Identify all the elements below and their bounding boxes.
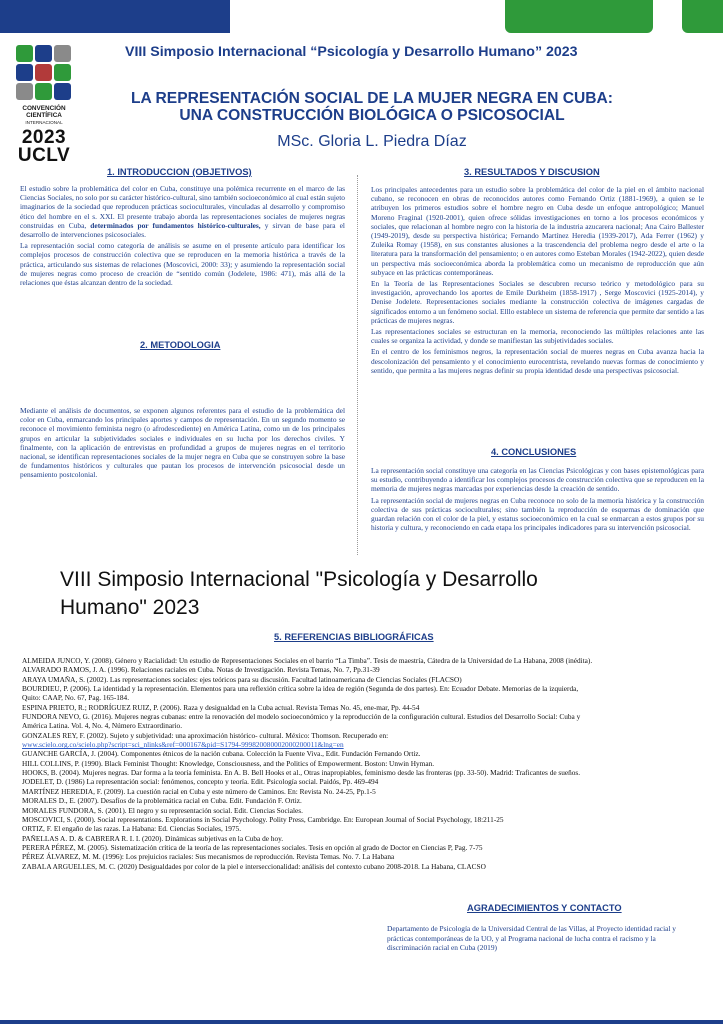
reference-item: MOSCOVICI, S. (2000). Social representations. Explorations in Social Psychology. Polity Press, Cambridge. En: European Journal of Social Psychology, 18:211-25 [22,814,504,824]
convention-logo [14,45,74,165]
references-list [22,656,706,871]
conclusions-heading: 4. CONCLUSIONES [491,447,577,457]
references-heading: 5. REFERENCIAS BIBLIOGRÁFICAS [274,632,434,642]
results-paragraph-2: En la Teoría de las Representaciones Sociales se descubren recurso teórico y metodológico para su investigación, aprovechando los aportes de Emile Durkheim (1858-1917) , Serge Moscovici (1925-2014), y Denise Jodelete. Representaciones sociales mediante la construcción colectiva de imágenes cargadas de significados entorno a un fenómeno social. Elllo establece un sistema de referencia que permite dar sentido a las prácticas de mujeres negras. [371,279,704,325]
method-body: Mediante el análisis de documentos, se exponen algunos referentes para el estudio de la problemática del color en Cuba, enmarcando los principales aportes y campos de representación. En un segundo momento se reconoce el movimiento feminista negro (o afrodescediente) en América Latina, como un de los principales grupos en articular la subjetividades sociales e individuales en su lucha por los derechos civiles. Y finalmente, con la aplicación de entrevistas en profundidad a grupos de mujeres negras en el territorio nacional, se identifican representaciones sociales de la mujer negra en Cuba que se construyen sobre la base de fundamentos históricos y culturales que pautan los procesos de intervención psicosocial desde un pensamiento postcolonial. [20,406,345,480]
reference-item: GUANCHE GARCÍA, J. (2004). Componentes étnicos de la nación cubana. Colección la Fuente Viva., Edit. Fundación Fernando Ortiz. [22,749,421,759]
reference-item: JODELET, D. (1986) La representación social: fenómenos, concepto y teoría. Edit. Psicología social. Paidós, Pp. 469-494 [22,777,379,787]
symposium-header: VIII Simposio Internacional “Psicología y Desarrollo Humano” 2023 [125,44,578,60]
logo-org: UCLV [17,145,71,166]
acknowledgements-text: Departamento de Psicología de la Universidad Central de las Villas, al Proyecto identidad racial y prácticas contemporáneas de la UO, y al Programa nacional de lucha contra el racismo y la discriminación racial en Cuba (2019) [387,924,677,953]
logo-line3: INTERNACIONAL [25,120,63,125]
top-green-bar-right [682,0,723,33]
intro-body: El estudio sobre la problemática del color en Cuba, constituye una polémica recurrente en el marco de las Ciencias Sociales, no solo por su carácter histórico-cultural, sino también socioeconómico al cual están sujeto imaginarios de la sociedad que reproducen prácticas socioculturales, vinculadas al desarrollo y compromiso ético del hombre en el s. XXI. El presente trabajo aborda las representaciones sociales de mujeres negras construidas en Cuba, determinados por fundamentos histórico-culturales, y sirvan de base para el desarrollo de intervenciones psicosociales. La representación social como categoría de análisis se asume en el presente artículo para identificar los complejos procesos de construcción colectiva que se reproducen en la memoria histórica a través de la práctica, articulando sus sistemas de relaciones (Moscovici, 2000: 33); y asumiendo la representación social de mujeres negras como proceso de creación de “sentido común (Jodelete, 1986: 471), más allá de la relaciones que éstas alcanzan dentro de la sociedad. [20,184,345,288]
reference-item: PÉREZ ÁLVAREZ, M. M. (1996): Los prejuicios raciales: Sus mecanismos de reproducción. Revista Temas. No. 7. La Habana [22,852,395,862]
top-green-bar [505,0,653,33]
reference-item: América Latina. Vol. 4, No. 4, Número Extraordinario. [22,721,183,731]
reference-item: ORTIZ, F. El engaño de las razas. La Habana: Ed. Ciencias Sociales, 1975. [22,824,242,834]
acknowledgements-heading: AGRADECIMIENTOS Y CONTACTO [467,903,622,913]
reference-item: ESPINA PRIETO, R.; RODRÍGUEZ RUIZ, P. (2006). Raza y desigualdad en la Cuba actual. Revista Temas No. 45, ene-mar, Pp. 44-54 [22,702,420,712]
title-line2: UNA CONSTRUCCIÓN BIOLÓGICA O PSICOSOCIAL [179,107,565,124]
poster-title [92,90,652,124]
results-paragraph-3: Las representaciones sociales se estructuran en la memoria, reconociendo las múltiples relaciones ante las cuales se organiza la actividad, y donde se manifiestan las subjetividades sociales. [371,327,704,346]
logo-cubes-icon [16,45,72,101]
reference-item: ZABALA ARGUELLES, M. C. (2020) Desigualdades por color de la piel e interseccionalidad: análisis del contexto cubano 2008-2018. La Habana, CLACSO [22,861,486,871]
reference-item: PERERA PÉREZ, M. (2005). Sistematización crítica de la teoría de las representaciones sociales. Tesis en opción al grado de Doctor en Ciencias P, Pag. 7-75 [22,842,483,852]
reference-item: ALVARADO RAMOS, J. A. (1996). Relaciones raciales en Cuba. Notas de Investigación. Revista Temas, No. 7, Pp.31-39 [22,665,380,675]
reference-item: FUNDORA NEVO, G. (2016). Mujeres negras cubanas: entre la renovación del modelo socioeconómico y la reproducción de la configuración cultural. Estudios del Desarrollo Social: Cuba y [22,712,581,722]
reference-item: HILL COLLINS, P. (1990). Black Feminist Thought: Knowledge, Consciousness, and the Politics of Empowerment. Boston: Unwin Hyman. [22,758,435,768]
top-blue-bar [0,0,230,33]
logo-line1: CONVENCIÓN [22,105,66,112]
reference-item: MORALES FUNDORA, S. (2001). El negro y su representación social. Edit. Ciencias Sociales. [22,805,303,815]
reference-link[interactable]: www.scielo.org.co/scielo.php?script=sci_nlinks&ref=000167&pid=S1794-999820080002000200011&lng=en [22,740,344,750]
reference-item: BOURDIEU, P. (2006). La identidad y la representación. Elementos para una reflexión crítica sobre la idea de región (Segunda de dos partes). En: Ecuador Debate. Memorias de la izquierda, [22,684,579,694]
conclusions-body [371,466,704,534]
reference-item: MARTÍNEZ HEREDIA, F. (2009). La cuestión racial en Cuba y este número de Caminos. En: Revista No. 24-25, Pp.1-5 [22,786,376,796]
results-body [371,185,704,377]
symposium-large-text: VIII Simposio Internacional "Psicología y Desarrollo Humano" 2023 [60,568,538,619]
reference-item: MORALES D., E. (2007). Desafíos de la problemática racial en Cuba. Edit. Fundación F. Ortiz. [22,796,302,806]
logo-year: 2023 [21,127,67,148]
bottom-blue-bar [0,1020,723,1024]
reference-item: ARAYA UMAÑA, S. (2002). Las representaciones sociales: ejes teóricos para su discusión. Facultad latinoamericana de Ciencias Sociales (FLACSO) [22,674,462,684]
title-line1: LA REPRESENTACIÓN SOCIAL DE LA MUJER NEGRA EN CUBA: [131,90,613,107]
conclusions-paragraph-1: La representación social constituye una categoría en las Ciencias Psicológicas y con bases epistemológicas para su estudio, contribuyendo a identificar los complejos procesos de construcción colectiva que se reproducen en la memoria de mujeres negras marcadas por experiencias desde la creación de sentido. [371,466,704,494]
results-paragraph-4: En el centro de los feminismos negros, la representación social de mueres negras en Cuba avanza hacia la descolonización del pensamiento y el conocimiento eurocentrista, revelando nuevas formas de conocimiento y sentido, que permita a las mujeres negras definir su propia identidad desde una perspectivas psicosocial. [371,347,704,375]
reference-item: GONZALES REY, F. (2002). Sujeto y subjetividad: una aproximación histórico- cultural. México: Thomson. Recuperado en: [22,730,389,740]
reference-item: PAÑELLAS A. D. & CABRERA R. I. I. (2020). Dinámicas subjetivas en la Cuba de hoy. [22,833,284,843]
reference-item: HOOKS, B. (2004). Mujeres negras. Dar forma a la teoría feminista. En A. B. Bell Hooks et al., Otras inapropiables, feminismo desde las fronteras (pp. 33-50). Madrid: Traficantes de sueños. [22,768,581,778]
intro-heading: 1. INTRODUCCION (OBJETIVOS) [107,167,252,177]
column-divider [357,175,358,555]
logo-line2: CIENTÍFICA [26,112,62,119]
results-heading: 3. RESULTADOS Y DISCUSION [464,167,600,177]
results-paragraph-1: Los principales antecedentes para un estudio sobre la problemática del color de la piel en el ámbito nacional cubano, se reconocen en obras de reconocidos autores como Fernando Ortiz (1881-1969), a quien se le atribuyen los primeros estudios sobre el hombre negro en Cuba desde un enfoque antropológico; Manuel Moreno Fraginal (1920-2001), quien ofrece sólidas investigaciones en torno a los procesos económicos y sociales, que relacionan al hombre negro con la historia de la industria azucarera nacional; Ana Cairo Ballester (1949-2019), desde su perspectiva histórica; Fernando Martínez Heredia (1939-2017), Ada Ferrer (1962) y Zuleika Romay (1958), en sus constantes alusiones a la trascendencia del problema negro desde el arte o la literatura para la transformación del pensamiento; o en autores como Esteban Morales (1942-2022), quien desde un perspectiva más socioeconómica aborda la problemática como un mecanismo de reproducción que aún subyace en las prácticas contemporáneas. [371,185,704,277]
intro-paragraph-2: La representación social como categoría de análisis se asume en el presente artículo para identificar los complejos procesos de construcción colectiva que se reproducen en la memoria histórica a través de la práctica, articulando sus sistemas de relaciones (Moscovici, 2000: 33); y asumiendo la representación social de mujeres negras como proceso de creación de “sentido común (Jodelete, 1986: 471), más allá de la relaciones que éstas alcanzan dentro de la sociedad. [20,241,345,288]
method-heading: 2. METODOLOGIA [140,340,221,350]
author-name: MSc. Gloria L. Piedra Díaz [277,133,467,150]
reference-item: ALMEIDA JUNCO, Y. (2008). Género y Racialidad: Un estudio de Representaciones Sociales en el barrio “La Timba”. Tesis de maestría, Cátedra de la Universidad de La Habana, 2008 (inédita). [22,656,593,665]
conclusions-paragraph-2: La representación social de mujeres negras en Cuba reconoce no solo de la memoria histórica y la construcción colectiva de sus prácticas socioculturales; sino también la reproducción de esquemas de dominación que guardan relación con el color de la piel, y estatus socioeconómico en la cual se enmarcan a estos grupos por su historia y cultura, y reconociendo en cada etapa los principales indicadores para su intervención psicosocial. [371,495,704,533]
reference-item: Quito: CAAP, No. 67, Pag. 165-184. [22,693,130,703]
